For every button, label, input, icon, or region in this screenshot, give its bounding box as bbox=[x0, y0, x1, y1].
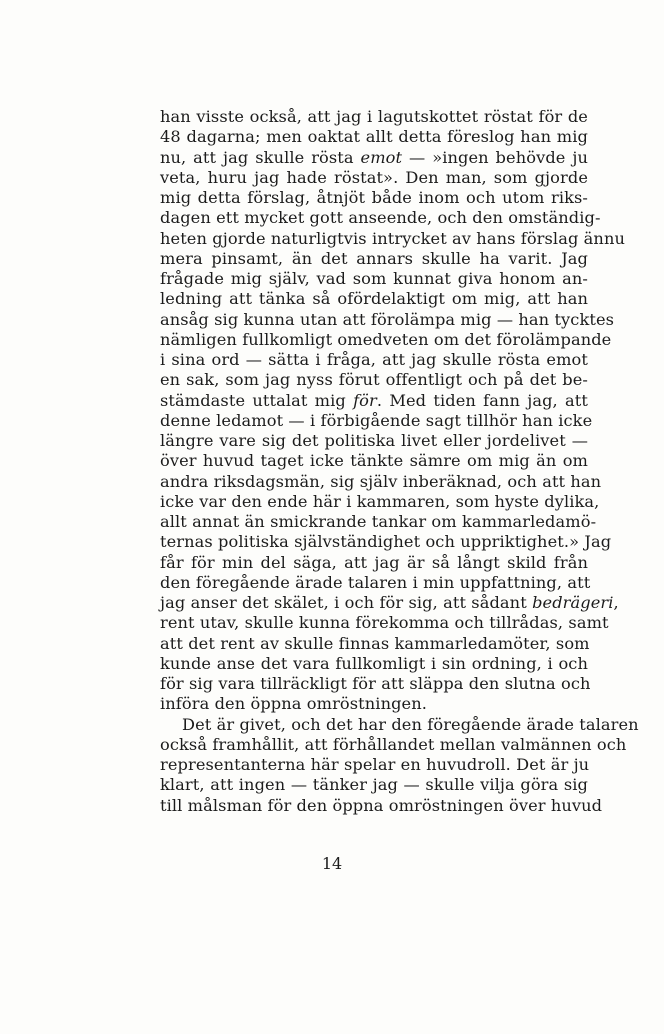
text-line: kunde anse det vara fullkomligt i sin ordning, i och bbox=[160, 653, 588, 673]
text-line: ledning att tänka så ofördelaktigt om mig, att han bbox=[160, 289, 588, 309]
text-line: nu, att jag skulle rösta emot — »ingen behövde ju bbox=[160, 147, 588, 167]
text-line: till målsman för den öppna omröstningen över huvud bbox=[160, 795, 603, 815]
text-line: ansåg sig kunna utan att förolämpa mig — han tycktes bbox=[160, 309, 615, 329]
emphasis: för bbox=[353, 390, 377, 410]
text-line: 48 dagarna; men oaktat allt detta föreslog han mig bbox=[160, 127, 588, 147]
text-line: veta, huru jag hade röstat». Den man, som gjorde bbox=[160, 167, 588, 187]
text-line: heten gjorde naturligtvis intrycket av hans förslag ännu bbox=[160, 228, 625, 248]
text-line: att det rent av skulle finnas kammarledamöter, som bbox=[160, 633, 590, 653]
text-line: över huvud taget icke tänkte sämre om mig än om bbox=[160, 451, 588, 471]
text-line: längre vare sig det politiska livet eller jordelivet — bbox=[160, 431, 588, 450]
text-line: han visste också, att jag i lagutskottet röstat för de bbox=[160, 107, 588, 126]
text-line: jag anser det skälet, i och för sig, att sådant bedrägeri, bbox=[160, 593, 619, 612]
text-line: representanterna här spelar en huvudroll. Det är ju bbox=[160, 755, 590, 774]
text-line: klart, att ingen — tänker jag — skulle vilja göra sig bbox=[160, 775, 588, 795]
emphasis: emot bbox=[360, 147, 403, 167]
text-line: denne ledamot — i förbigående sagt tillhör han icke bbox=[160, 410, 593, 430]
emphasis: bedrägeri bbox=[532, 593, 614, 612]
body-text bbox=[160, 107, 639, 816]
text-line: allt annat än smickrande tankar om kammarledamö- bbox=[160, 512, 597, 531]
text-line: frågade mig själv, vad som kunnat giva honom an- bbox=[160, 269, 588, 288]
text-line: för sig vara tillräckligt för att släppa den slutna och bbox=[160, 674, 591, 693]
text-line: andra riksdagsmän, sig själv inberäknad, och att han bbox=[160, 471, 602, 491]
text-line: den föregående ärade talaren i min uppfattning, att bbox=[160, 572, 591, 592]
text-line: mera pinsamt, än det annars skulle ha varit. Jag bbox=[160, 248, 588, 268]
text-line: också framhållit, att förhållandet mellan valmännen och bbox=[160, 734, 627, 754]
text-line: införa den öppna omröstningen. bbox=[160, 694, 428, 714]
text-line: nämligen fullkomligt omedveten om det förolämpande bbox=[160, 329, 612, 349]
text-line: icke var den ende här i kammaren, som hyste dylika, bbox=[160, 491, 600, 511]
text-line: mig detta förslag, åtnjöt både inom och utom riks- bbox=[160, 188, 588, 207]
text-line: dagen ett mycket gott anseende, och den omständig- bbox=[160, 208, 601, 228]
text-line: en sak, som jag nyss förut offentligt och på det be- bbox=[160, 370, 588, 390]
text-line: rent utav, skulle kunna förekomma och tillrådas, samt bbox=[160, 613, 609, 633]
text-line: i sina ord — sätta i fråga, att jag skulle rösta emot bbox=[160, 350, 588, 369]
text-line: får för min del säga, att jag är så långt skild från bbox=[160, 552, 588, 572]
text-line: stämdaste uttalat mig för. Med tiden fann jag, att bbox=[160, 390, 588, 410]
page-number: 14 bbox=[321, 854, 343, 873]
text-line: Det är givet, och det har den föregående ärade talaren bbox=[182, 714, 639, 734]
text-line: ternas politiska självständighet och uppriktighet.» Jag bbox=[160, 532, 612, 552]
